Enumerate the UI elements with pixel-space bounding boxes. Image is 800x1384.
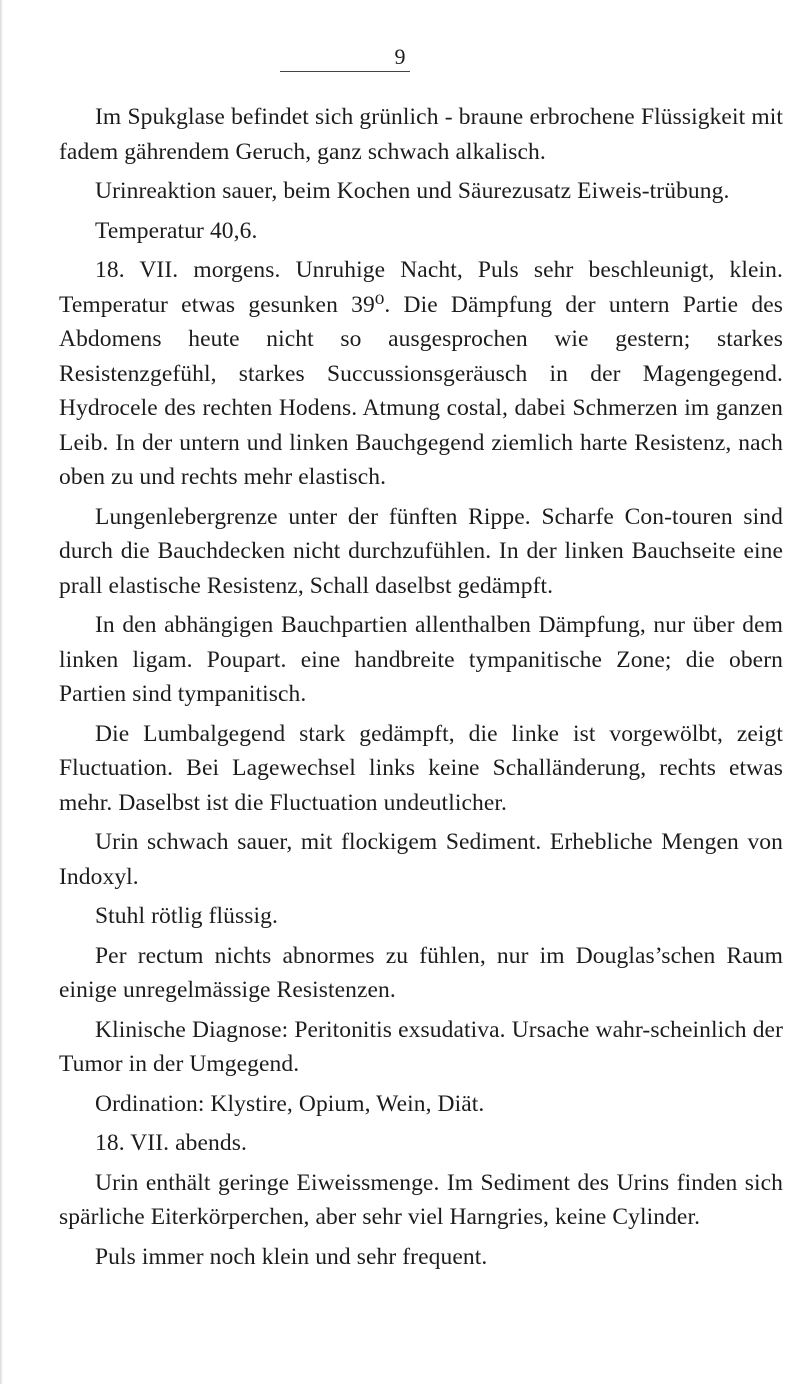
paragraph-lung-liver: Lungenlebergrenze unter der fünften Rippe. Scharfe Con-touren sind durch die Bauchdecken nicht durchzufühlen. In der linken Bauchseite eine prall elastische Resistenz, Schall daselbst gedämpft. — [59, 503, 783, 599]
paragraph-ordination: Ordination: Klystire, Opium, Wein, Diät. — [95, 1090, 485, 1117]
page-body — [59, 100, 783, 1279]
paragraph-lumbar: Die Lumbalgegend stark gedämpft, die linke ist vorgewölbt, zeigt Fluctuation. Bei Lagewechsel links keine Schalländerung, rechts etwas mehr. Daselbst ist die Fluctuation undeutlicher. — [59, 720, 783, 816]
paragraph-evening-date: 18. VII. abends. — [95, 1130, 247, 1156]
header-rule — [280, 71, 410, 72]
paragraph-urine-reaction: Urinreaktion sauer, beim Kochen und Säurezusatz Eiweis-trübung. — [95, 178, 730, 204]
page-edge-shadow — [0, 0, 3, 1384]
paragraph-dullness: In den abhängigen Bauchpartien allenthalben Dämpfung, nur über dem linken ligam. Poupart. eine handbreite tympanitische Zone; die obern Partien sind tympanitisch. — [59, 612, 783, 707]
paragraph-evening-urine: Urin enthält geringe Eiweissmenge. Im Sediment des Urins finden sich spärliche Eiterkörperchen, aber sehr viel Harngries, keine Cylinder. — [59, 1169, 783, 1230]
paragraph-temperature: Temperatur 40,6. — [95, 217, 258, 244]
paragraph-pulse: Puls immer noch klein und sehr frequent. — [95, 1243, 488, 1270]
paragraph-diagnosis: Klinische Diagnose: Peritonitis exsudativa. Ursache wahr-scheinlich der Tumor in der Umgegend. — [59, 1016, 783, 1077]
paragraph-rectum: Per rectum nichts abnormes zu fühlen, nur im Douglas’schen Raum einige unregelmässige Resistenzen. — [59, 942, 783, 1003]
paragraph-stool: Stuhl rötlig flüssig. — [95, 903, 278, 929]
paragraph-vomit: Im Spukglase befindet sich grünlich - braune erbrochene Flüssigkeit mit fadem gährendem Geruch, ganz schwach alkalisch. — [59, 104, 783, 165]
paragraph-urine-sediment: Urin schwach sauer, mit flockigem Sediment. Erhebliche Mengen von Indoxyl. — [59, 829, 783, 890]
paragraph-morning-exam: 18. VII. morgens. Unruhige Nacht, Puls sehr beschleunigt, klein. Temperatur etwas gesunken 39⁰. Die Dämpfung der untern Partie des Abdomens heute nicht so ausgesprochen wie gestern; starkes Resistenzgefühl, starkes Succussionsgeräusch in der Magengegend. Hydrocele des rechten Hodens. Atmung costal, dabei Schmerzen im ganzen Leib. In der untern und linken Bauchgegend ziemlich harte Resistenz, nach oben zu und rechts mehr elastisch. — [59, 257, 783, 490]
page-number: 9 — [394, 44, 406, 69]
